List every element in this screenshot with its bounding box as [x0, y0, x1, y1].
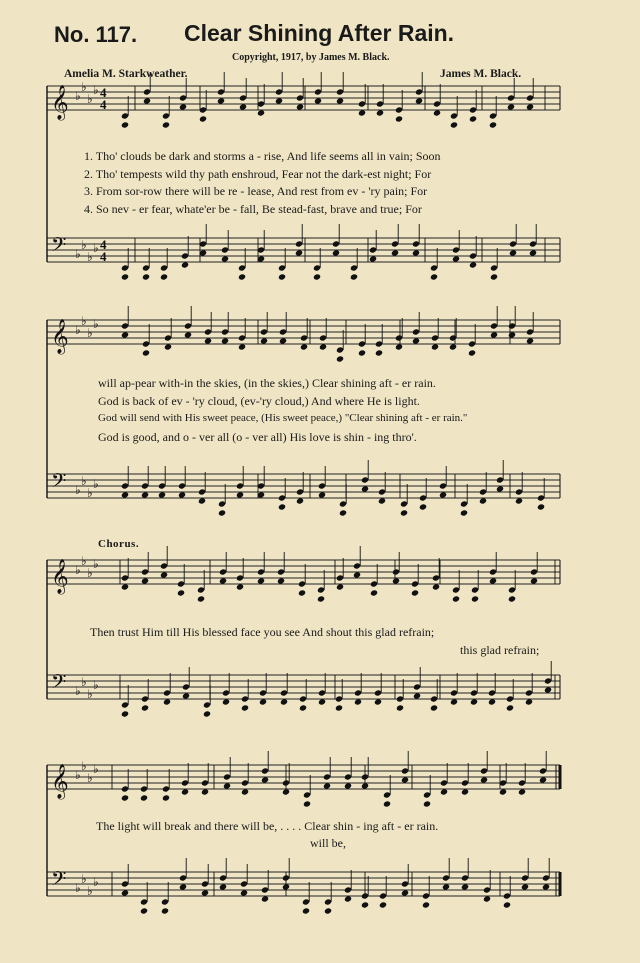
note-head: [383, 800, 391, 807]
note-head: [121, 273, 129, 280]
note-head: [223, 782, 231, 789]
note-head: [142, 349, 150, 356]
note-head: [411, 589, 419, 596]
flat-icon: ♭: [75, 684, 81, 698]
note-head: [241, 704, 249, 711]
treble-clef-icon: 𝄞: [51, 85, 69, 120]
note-head: [239, 103, 247, 110]
note-head: [178, 491, 186, 498]
flat-icon: ♭: [75, 483, 81, 497]
note-head: [313, 273, 321, 280]
flat-icon: ♭: [87, 92, 93, 106]
note-head: [401, 889, 409, 896]
note-head: [182, 692, 190, 699]
note-head: [162, 794, 170, 801]
note-head: [296, 497, 304, 504]
flat-icon: ♭: [93, 477, 99, 491]
flat-icon: ♭: [93, 762, 99, 776]
time-signature-top: 4: [100, 237, 107, 252]
chorus-line-2: The light will break and there will be, . . . . Clear shin - ing aft - er rain.: [96, 819, 439, 833]
note-head: [324, 907, 332, 914]
note-head: [121, 331, 129, 338]
note-head: [336, 97, 344, 104]
note-head: [530, 577, 538, 584]
note-head: [433, 109, 441, 116]
flat-icon: ♭: [81, 872, 87, 886]
note-head: [412, 249, 420, 256]
note-head: [376, 109, 384, 116]
flat-icon: ♭: [81, 314, 87, 328]
treble-clef-icon: 𝄞: [51, 559, 69, 594]
note-head: [317, 595, 325, 602]
note-head: [121, 710, 129, 717]
note-head: [452, 595, 460, 602]
flat-icon: ♭: [87, 771, 93, 785]
flat-icon: ♭: [87, 250, 93, 264]
note-head: [222, 698, 230, 705]
note-head: [201, 788, 209, 795]
note-head: [469, 115, 477, 122]
flat-icon: ♭: [81, 474, 87, 488]
verse-3-line-a: 3. From sor-row there will be re - lease, And rest from ev - 'ry pain; For: [84, 184, 428, 198]
flat-icon: ♭: [93, 83, 99, 97]
note-head: [537, 503, 545, 510]
note-head: [509, 249, 517, 256]
note-head: [526, 103, 534, 110]
flat-icon: ♭: [75, 323, 81, 337]
note-head: [278, 273, 286, 280]
note-head: [542, 883, 550, 890]
note-head: [395, 115, 403, 122]
note-head: [508, 331, 516, 338]
note-head: [488, 698, 496, 705]
flat-icon: ♭: [75, 768, 81, 782]
note-head: [442, 883, 450, 890]
note-head: [164, 343, 172, 350]
note-head: [412, 337, 420, 344]
note-head: [160, 571, 168, 578]
flat-icon: ♭: [87, 566, 93, 580]
note-head: [489, 121, 497, 128]
note-head: [439, 491, 447, 498]
note-head: [121, 583, 129, 590]
note-head: [278, 503, 286, 510]
lyricist-name: Amelia M. Starkweather.: [64, 68, 188, 80]
note-head: [461, 788, 469, 795]
note-head: [460, 509, 468, 516]
note-head: [339, 509, 347, 516]
note-head: [518, 788, 526, 795]
note-head: [203, 710, 211, 717]
note-head: [544, 686, 552, 693]
flat-icon: ♭: [93, 557, 99, 571]
note-head: [490, 331, 498, 338]
note-head: [238, 273, 246, 280]
note-head: [358, 349, 366, 356]
verse-2-line-a: 2. Tho' tempests wild thy path enshroud, Fear not the dark-est night; For: [84, 167, 432, 181]
note-head: [238, 343, 246, 350]
note-head: [370, 589, 378, 596]
note-head: [450, 121, 458, 128]
note-head: [354, 698, 362, 705]
note-head: [219, 883, 227, 890]
note-head: [121, 491, 129, 498]
flat-icon: ♭: [81, 80, 87, 94]
flat-icon: ♭: [87, 687, 93, 701]
chorus-label: Chorus.: [98, 538, 140, 550]
note-head: [431, 343, 439, 350]
bass-clef-icon: 𝄢: [51, 867, 67, 895]
note-head: [177, 589, 185, 596]
verse-1-line-b: will ap-pear with-in the skies, (in the skies,) Clear shining aft - er rain.: [98, 376, 436, 390]
note-head: [121, 121, 129, 128]
flat-icon: ♭: [93, 241, 99, 255]
note-head: [141, 577, 149, 584]
note-head: [302, 907, 310, 914]
note-head: [318, 698, 326, 705]
treble-clef-icon: 𝄞: [51, 764, 69, 799]
note-head: [181, 788, 189, 795]
note-head: [218, 509, 226, 516]
note-head: [503, 901, 511, 908]
note-head: [314, 97, 322, 104]
note-head: [361, 485, 369, 492]
note-head: [479, 497, 487, 504]
note-head: [369, 255, 377, 262]
note-head: [240, 889, 248, 896]
note-head: [261, 895, 269, 902]
note-head: [241, 788, 249, 795]
note-head: [396, 704, 404, 711]
note-head: [198, 497, 206, 504]
verse-4-line-a: 4. So nev - er fear, whate'er be - fall, Be stead-fast, brave and true; For: [84, 202, 422, 216]
note-head: [275, 97, 283, 104]
note-head: [395, 343, 403, 350]
note-head: [452, 255, 460, 262]
note-head: [344, 782, 352, 789]
flat-icon: ♭: [93, 317, 99, 331]
copyright-notice: Copyright, 1917, by James M. Black.: [232, 52, 390, 63]
note-head: [336, 355, 344, 362]
note-head: [221, 255, 229, 262]
note-head: [375, 349, 383, 356]
note-head: [257, 109, 265, 116]
note-head: [450, 698, 458, 705]
note-head: [379, 901, 387, 908]
chorus-line-1: Then trust Him till His blessed face you see And shout this glad refrain;: [90, 625, 435, 639]
note-head: [525, 698, 533, 705]
note-head: [336, 583, 344, 590]
flat-icon: ♭: [87, 326, 93, 340]
note-head: [261, 776, 269, 783]
note-head: [219, 577, 227, 584]
note-head: [461, 883, 469, 890]
verse-2-line-b: God is back of ev - 'ry cloud, (ev-'ry cloud,) And where He is light.: [98, 394, 420, 408]
note-head: [449, 343, 457, 350]
note-head: [141, 704, 149, 711]
note-head: [374, 698, 382, 705]
note-head: [508, 595, 516, 602]
flat-icon: ♭: [75, 247, 81, 261]
note-head: [361, 901, 369, 908]
hymn-title: Clear Shining After Rain.: [184, 20, 455, 46]
note-head: [141, 491, 149, 498]
flat-icon: ♭: [81, 554, 87, 568]
flat-icon: ♭: [75, 563, 81, 577]
flat-icon: ♭: [87, 486, 93, 500]
bass-clef-icon: 𝄢: [51, 670, 67, 698]
verse-4-line-b: God is good, and o - ver all (o - ver all) His love is shin - ing thro'.: [98, 430, 417, 444]
note-head: [471, 595, 479, 602]
note-head: [221, 337, 229, 344]
note-head: [323, 782, 331, 789]
note-head: [217, 97, 225, 104]
note-head: [318, 491, 326, 498]
note-head: [260, 337, 268, 344]
note-head: [415, 97, 423, 104]
note-head: [470, 698, 478, 705]
note-head: [140, 794, 148, 801]
note-head: [296, 103, 304, 110]
flat-icon: ♭: [93, 678, 99, 692]
note-head: [419, 503, 427, 510]
flat-icon: ♭: [81, 759, 87, 773]
verse-3-line-b: God will send with His sweet peace, (His sweet peace,) "Clear shining aft - er rain.": [98, 412, 468, 424]
note-head: [401, 776, 409, 783]
flat-icon: ♭: [93, 875, 99, 889]
note-head: [539, 776, 547, 783]
note-head: [161, 907, 169, 914]
note-head: [391, 249, 399, 256]
note-head: [142, 273, 150, 280]
bass-clef-icon: 𝄢: [51, 469, 67, 497]
note-head: [160, 273, 168, 280]
note-head: [121, 889, 129, 896]
note-head: [197, 595, 205, 602]
note-head: [480, 776, 488, 783]
note-head: [300, 343, 308, 350]
note-head: [490, 273, 498, 280]
note-head: [489, 577, 497, 584]
note-head: [469, 261, 477, 268]
note-head: [259, 698, 267, 705]
note-head: [332, 249, 340, 256]
note-head: [335, 704, 343, 711]
note-head: [350, 273, 358, 280]
flat-icon: ♭: [75, 881, 81, 895]
flat-icon: ♭: [81, 238, 87, 252]
note-head: [163, 698, 171, 705]
note-head: [303, 800, 311, 807]
note-head: [236, 491, 244, 498]
note-head: [298, 589, 306, 596]
note-head: [257, 577, 265, 584]
time-signature-bottom: 4: [100, 97, 107, 112]
note-head: [526, 337, 534, 344]
note-head: [181, 261, 189, 268]
note-head: [430, 273, 438, 280]
note-head: [361, 782, 369, 789]
note-head: [521, 883, 529, 890]
note-head: [236, 583, 244, 590]
note-head: [179, 103, 187, 110]
note-head: [204, 337, 212, 344]
note-head: [282, 883, 290, 890]
note-head: [201, 889, 209, 896]
note-head: [121, 794, 129, 801]
note-head: [358, 109, 366, 116]
note-head: [282, 788, 290, 795]
bass-clef-icon: 𝄢: [51, 233, 67, 261]
note-head: [507, 103, 515, 110]
chorus-line-1-alto: this glad refrain;: [460, 643, 540, 657]
note-head: [422, 901, 430, 908]
note-head: [392, 577, 400, 584]
note-head: [496, 485, 504, 492]
note-head: [279, 337, 287, 344]
note-head: [184, 331, 192, 338]
note-head: [515, 497, 523, 504]
note-head: [423, 800, 431, 807]
note-head: [468, 349, 476, 356]
composer-name: James M. Black.: [440, 68, 522, 80]
hymn-number: No. 117.: [54, 22, 138, 47]
note-head: [353, 571, 361, 578]
note-head: [295, 249, 303, 256]
note-head: [430, 704, 438, 711]
verse-1-line-a: 1. Tho' clouds be dark and storms a - rise, And life seems all in vain; Soon: [84, 149, 441, 163]
time-signature-top: 4: [100, 85, 107, 100]
note-head: [158, 491, 166, 498]
treble-clef-icon: 𝄞: [51, 319, 69, 354]
note-head: [140, 907, 148, 914]
note-head: [499, 788, 507, 795]
note-head: [280, 698, 288, 705]
note-head: [277, 577, 285, 584]
note-head: [319, 343, 327, 350]
note-head: [378, 497, 386, 504]
note-head: [413, 692, 421, 699]
note-head: [162, 121, 170, 128]
note-head: [344, 895, 352, 902]
note-head: [179, 883, 187, 890]
note-head: [143, 97, 151, 104]
flat-icon: ♭: [81, 675, 87, 689]
note-head: [400, 509, 408, 516]
flat-icon: ♭: [87, 884, 93, 898]
chorus-line-2-alto: will be,: [310, 836, 346, 850]
note-head: [529, 249, 537, 256]
note-head: [432, 583, 440, 590]
note-head: [483, 895, 491, 902]
note-head: [299, 704, 307, 711]
note-head: [199, 115, 207, 122]
time-signature-bottom: 4: [100, 249, 107, 264]
note-head: [506, 704, 514, 711]
flat-icon: ♭: [75, 89, 81, 103]
note-head: [440, 788, 448, 795]
